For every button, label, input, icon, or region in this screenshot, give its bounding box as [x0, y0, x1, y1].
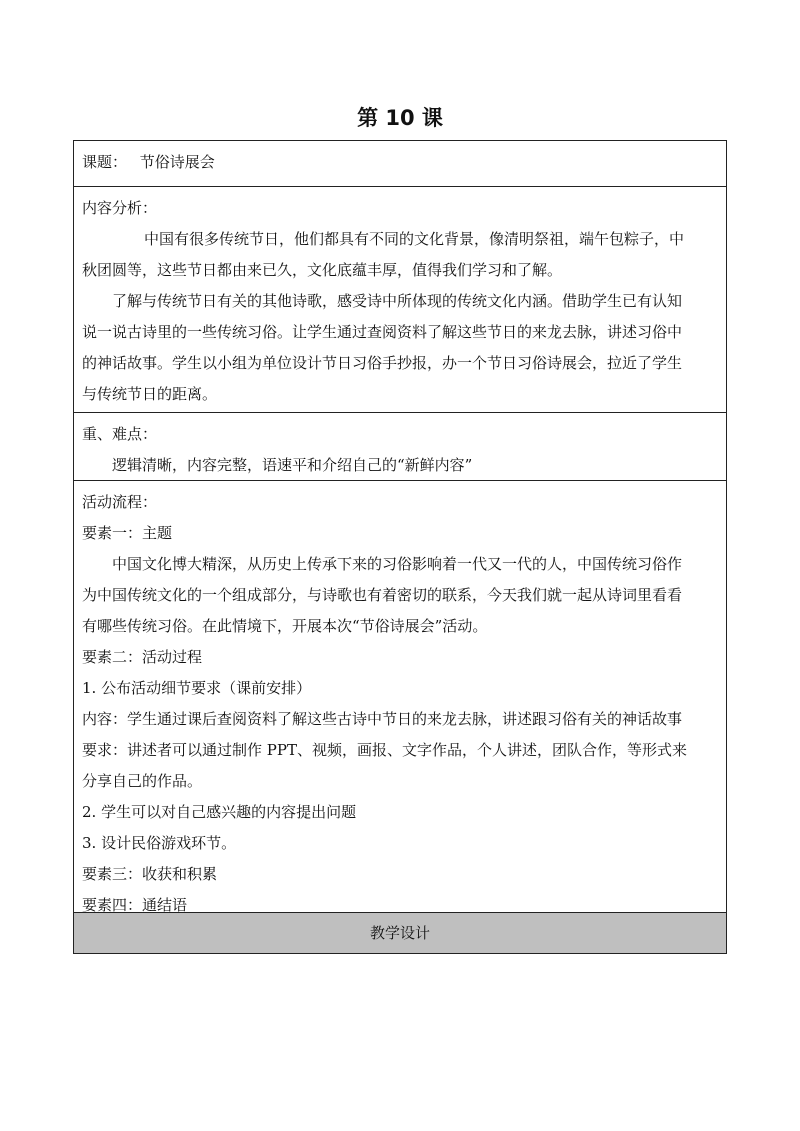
- analysis-heading: 内容分析：: [82, 199, 158, 217]
- analysis-p2-line1: 了解与传统节日有关的其他诗歌，感受诗中所体现的传统文化内涵。借助学生已有认知: [112, 292, 683, 310]
- step-one-content: 内容：学生通过课后查阅资料了解这些古诗中节日的来龙去脉，讲述跟习俗有关的神话故事: [82, 710, 683, 728]
- element-one-line2: 为中国传统文化的一个组成部分，与诗歌也有着密切的联系，今天我们就一起从诗词里看看: [82, 586, 683, 604]
- process-row: [74, 481, 726, 913]
- element-one-line3: 有哪些传统习俗。在此情境下，开展本次“节俗诗展会”活动。: [82, 617, 488, 635]
- analysis-p1-line2: 秋团圆等，这些节日都由来已久，文化底蕴丰厚，值得我们学习和了解。: [82, 261, 563, 279]
- element-four: 要素四：通结语: [82, 896, 188, 914]
- analysis-row: [74, 187, 726, 413]
- analysis-p2-line2: 说一说古诗里的一些传统习俗。让学生通过查阅资料了解这些节日的来龙去脉，讲述习俗中: [82, 323, 683, 341]
- topic-label: 课题：: [82, 153, 128, 171]
- lesson-table: [73, 140, 727, 954]
- topic-line: [82, 147, 718, 178]
- step-three: 3. 设计民俗游戏环节。: [82, 834, 237, 852]
- element-one-line1: 中国文化博大精深，从历史上传承下来的习俗影响着一代又一代的人，中国传统习俗作: [112, 555, 683, 573]
- analysis-p1-line1: 中国有很多传统节日，他们都具有不同的文化背景，像清明祭祖，端午包粽子，中: [144, 230, 685, 248]
- keypoints-text: 逻辑清晰，内容完整，语速平和介绍自己的“新鲜内容”: [112, 456, 473, 474]
- element-two: 要素二：活动过程: [82, 648, 203, 666]
- process-heading: 活动流程：: [82, 493, 158, 511]
- element-one: 要素一：主题: [82, 524, 173, 542]
- page-title: 第 10 课: [357, 106, 443, 130]
- topic-row: [74, 141, 726, 187]
- step-one: 1. 公布活动细节要求（课前安排）: [82, 679, 312, 697]
- keypoints-heading: 重、难点：: [82, 425, 158, 443]
- analysis-p2-line4: 与传统节日的距离。: [82, 385, 218, 403]
- element-three: 要素三：收获和积累: [82, 865, 218, 883]
- footer-label: 教学设计: [369, 924, 430, 942]
- step-one-requirement-line1: 要求：讲述者可以通过制作 PPT、视频，画报、文字作品，个人讲述，团队合作，等形式来: [82, 741, 687, 759]
- keypoints-row: [74, 413, 726, 481]
- step-one-requirement-line2: 分享自己的作品。: [82, 772, 203, 790]
- step-two: 2. 学生可以对自己感兴趣的内容提出问题: [82, 803, 357, 821]
- analysis-p2-line3: 的神话故事。学生以小组为单位设计节日习俗手抄报，办一个节日习俗诗展会，拉近了学生: [82, 354, 683, 372]
- topic-value: 节俗诗展会: [139, 153, 215, 171]
